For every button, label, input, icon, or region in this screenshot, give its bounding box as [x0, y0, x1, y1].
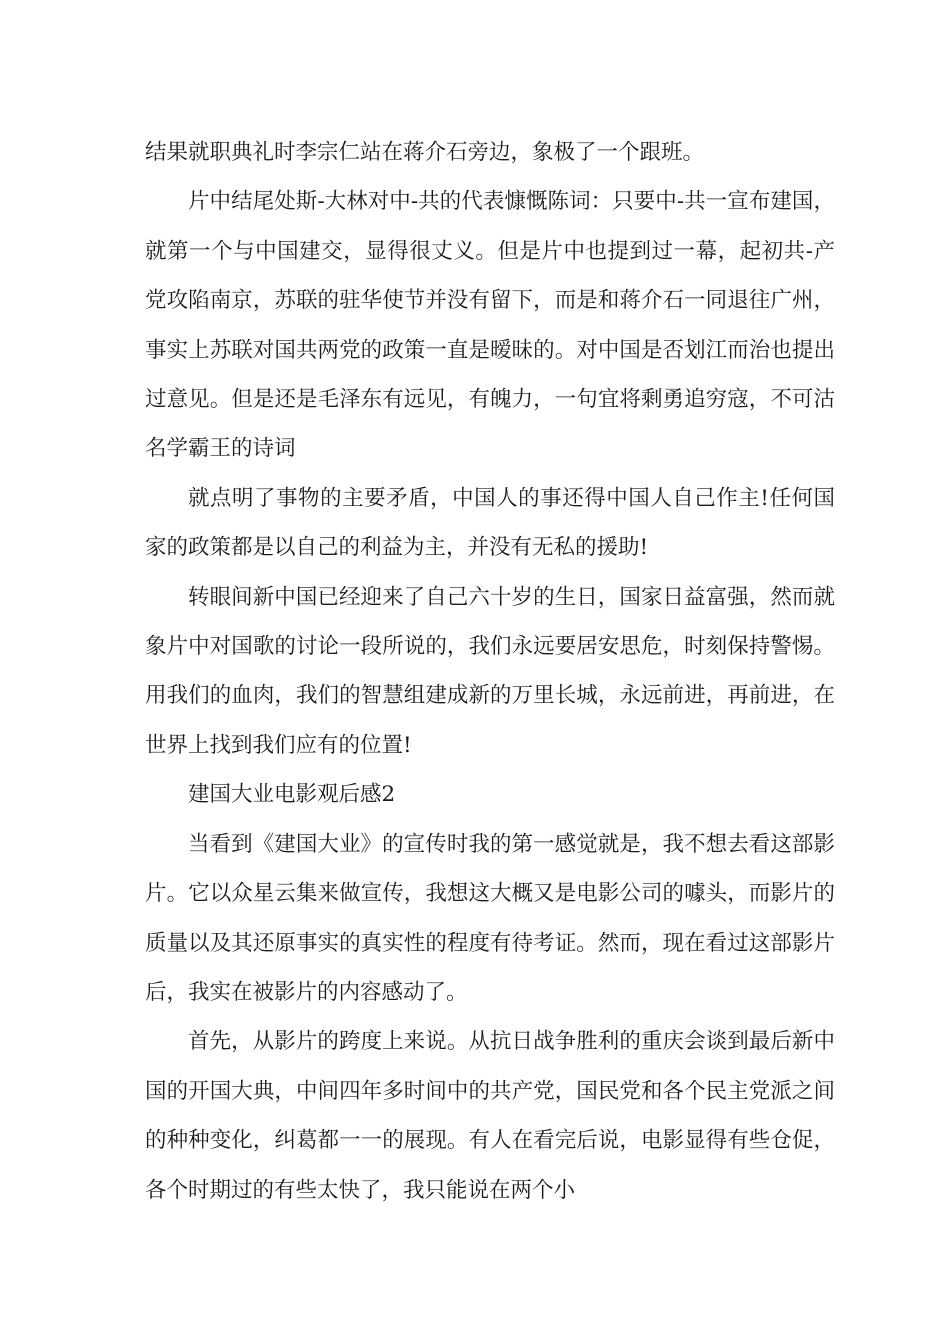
paragraph-1: 结果就职典礼时李宗仁站在蒋介石旁边，象极了一个跟班。 [145, 140, 705, 165]
paragraph-4: 转眼间新中国已经迎来了自己六十岁的生日，国家日益富强，然而就象片中对国歌的讨论一段所说的，我们永远要居安思危，时刻保持警惕。用我们的血肉，我们的智慧组建成新的万里长城，永远前进，再前进，在世界上找到我们应有的位置! [145, 584, 835, 758]
document-body [145, 128, 835, 1215]
paragraph-3: 就点明了事物的主要矛盾，中国人的事还得中国人自己作主!任何国家的政策都是以自己的利益为主，并没有无私的援助! [145, 485, 835, 561]
section-heading: 建国大业电影观后感2 [188, 782, 396, 808]
paragraph-5: 当看到《建国大业》的宣传时我的第一感觉就是，我不想去看这部影片。它以众星云集来做宣传，我想这大概又是电影公司的噱头，而影片的质量以及其还原事实的真实性的程度有待考证。然而，现在看过这部影片后，我实在被影片的内容感动了。 [145, 831, 835, 1005]
paragraph-6: 首先，从影片的跨度上来说。从抗日战争胜利的重庆会谈到最后新中国的开国大典，中间四年多时间中的共产党，国民党和各个民主党派之间的种种变化，纠葛都一一的展现。有人在看完后说，电影显得有些仓促，各个时期过的有些太快了，我只能说在两个小 [145, 1029, 835, 1203]
paragraph-2: 片中结尾处斯-大林对中-共的代表慷慨陈词：只要中-共一宣布建国，就第一个与中国建交，显得很丈义。但是片中也提到过一幕，起初共-产党攻陷南京，苏联的驻华使节并没有留下，而是和蒋介石一同退往广州，事实上苏联对国共两党的政策一直是暧昧的。对中国是否划江而治也提出过意见。但是还是毛泽东有远见，有魄力，一句宜将剩勇追穷寇，不可沽名学霸王的诗词 [145, 189, 835, 462]
